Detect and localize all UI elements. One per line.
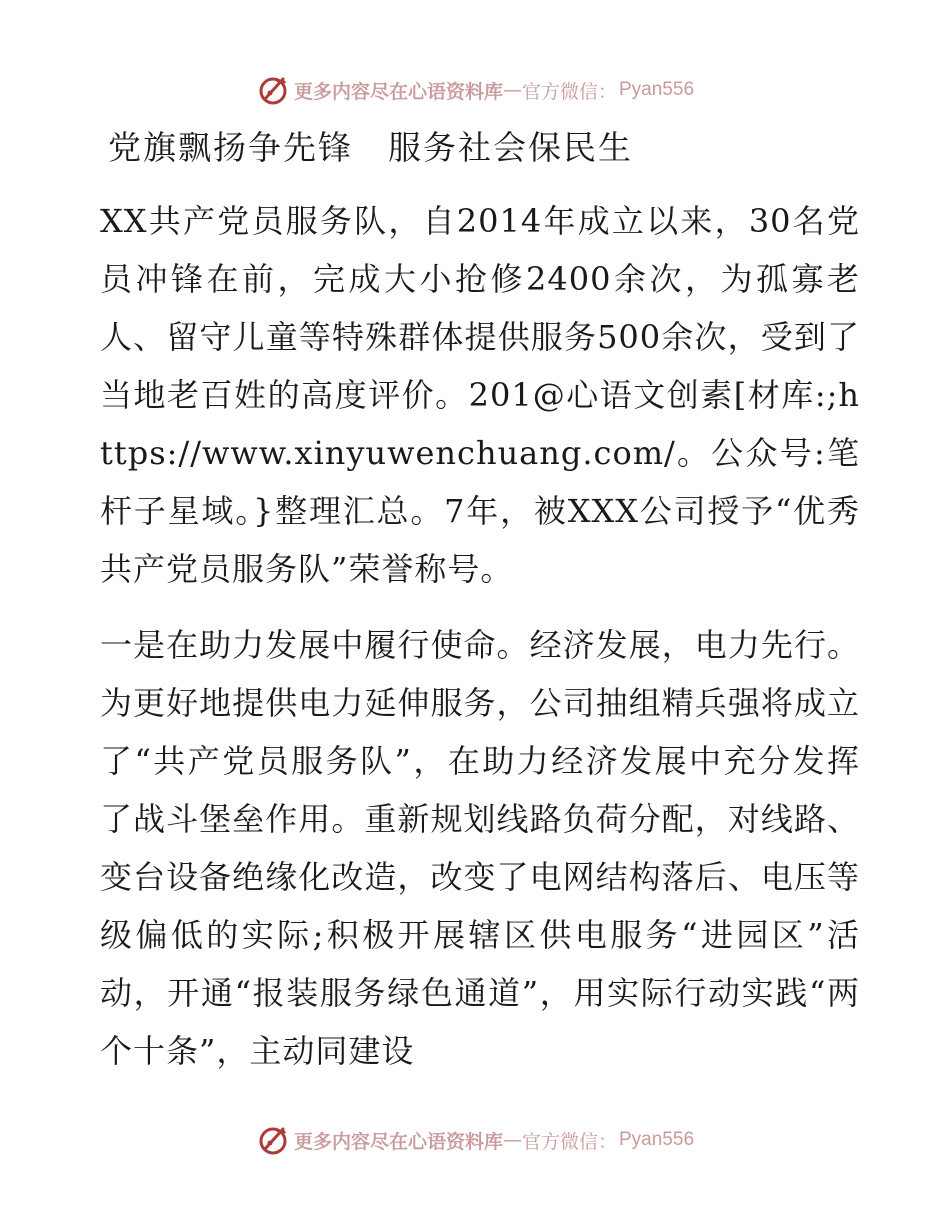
paragraph-intro: XX共产党员服务队，自2014年成立以来，30名党员冲锋在前，完成大小抢修2400余次，为孤寡老人、留守儿童等特殊群体提供服务500余次，受到了当地老百姓的高度评价。201@心语文创素[材库:;https://www.xinyuwenchuang.com/。公众号:笔杆子星域。}整理汇总。7年，被XXX公司授予“优秀共产党员服务队”荣誉称号。 bbox=[100, 202, 860, 588]
banner-text: 更多内容尽在心语资料库 bbox=[293, 80, 503, 103]
quill-logo-icon bbox=[256, 73, 290, 107]
wechat-label: 官方微信： bbox=[521, 80, 617, 103]
document-title: 党旗飘扬争先锋 服务社会保民生 bbox=[108, 128, 633, 167]
footer-watermark-banner bbox=[0, 1120, 950, 1160]
banner-separator: — bbox=[502, 1129, 522, 1151]
header-watermark-banner bbox=[0, 70, 950, 110]
quill-logo-icon bbox=[256, 1123, 290, 1157]
wechat-id: Pyan556 bbox=[619, 79, 695, 100]
wechat-id: Pyan556 bbox=[619, 1129, 695, 1150]
wechat-label: 官方微信： bbox=[521, 1130, 617, 1153]
paragraph-point-one: 一是在助力发展中履行使命。经济发展，电力先行。为更好地提供电力延伸服务，公司抽组精兵强将成立了“共产党员服务队”，在助力经济发展中充分发挥了战斗堡垒作用。重新规划线路负荷分配，对线路、变台设备绝缘化改造，改变了电网结构落后、电压等级偏低的实际;积极开展辖区供电服务“进园区”活动，开通“报装服务绿色通道”，用实际行动实践“两个十条”，主动同建设 bbox=[100, 626, 860, 1070]
banner-separator: — bbox=[502, 79, 522, 101]
banner-text: 更多内容尽在心语资料库 bbox=[293, 1130, 503, 1153]
